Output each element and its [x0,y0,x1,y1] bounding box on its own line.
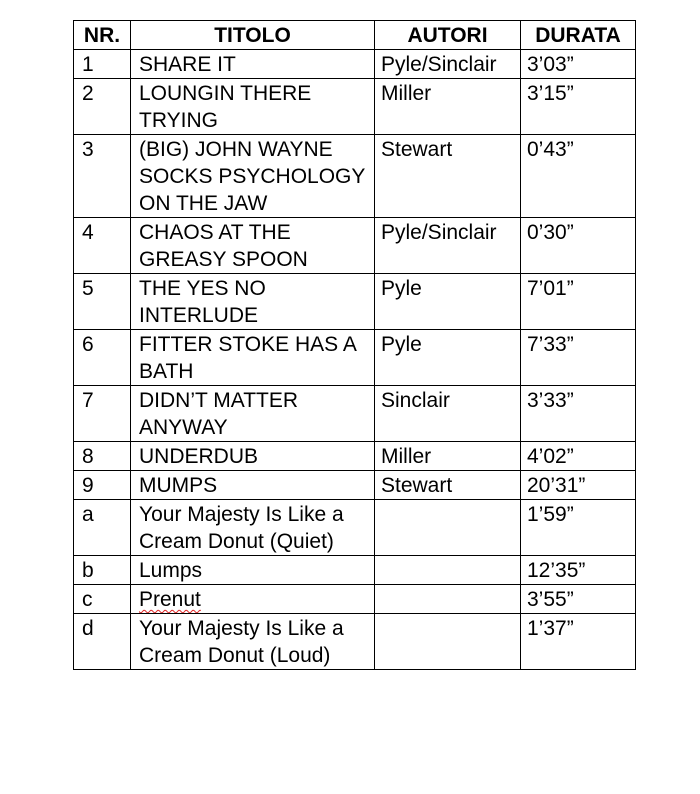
track-authors: Sinclair [375,386,521,442]
table-row [74,471,636,500]
table-row [74,614,636,670]
track-duration: 20’31” [521,471,636,500]
track-nr: 6 [74,330,131,386]
track-nr: b [74,556,131,585]
table-row [74,330,636,386]
track-title: SHARE IT [131,50,375,79]
track-title: DIDN’T MATTER ANYWAY [131,386,375,442]
track-authors: Stewart [375,471,521,500]
track-title: UNDERDUB [131,442,375,471]
track-duration: 12’35” [521,556,636,585]
header-row [74,21,636,50]
track-authors: Pyle/Sinclair [375,50,521,79]
track-nr: a [74,500,131,556]
track-title: (BIG) JOHN WAYNE SOCKS PSYCHOLOGY ON THE JAW [131,135,375,218]
track-nr: 3 [74,135,131,218]
track-duration: 1’59” [521,500,636,556]
track-nr: 7 [74,386,131,442]
track-duration: 3’55” [521,585,636,614]
tracklist-table [73,20,636,670]
table-row [74,442,636,471]
track-duration: 1’37” [521,614,636,670]
track-authors: Miller [375,442,521,471]
track-authors: Miller [375,79,521,135]
track-authors: Stewart [375,135,521,218]
track-title [131,585,375,614]
track-nr: 1 [74,50,131,79]
header-duration: DURATA [521,21,636,50]
track-title: Lumps [131,556,375,585]
track-authors [375,556,521,585]
track-authors [375,614,521,670]
track-nr: d [74,614,131,670]
table-row [74,218,636,274]
track-title: MUMPS [131,471,375,500]
header-authors: AUTORI [375,21,521,50]
track-title: THE YES NO INTERLUDE [131,274,375,330]
track-nr: 4 [74,218,131,274]
track-title: Your Majesty Is Like a Cream Donut (Loud) [131,614,375,670]
track-title: Your Majesty Is Like a Cream Donut (Quiet) [131,500,375,556]
table-row [74,556,636,585]
track-nr: 5 [74,274,131,330]
table-row [74,386,636,442]
track-nr: 2 [74,79,131,135]
track-duration: 0’30” [521,218,636,274]
track-authors [375,500,521,556]
track-title: LOUNGIN THERE TRYING [131,79,375,135]
track-authors: Pyle/Sinclair [375,218,521,274]
track-nr: 9 [74,471,131,500]
track-authors: Pyle [375,274,521,330]
track-duration: 0’43” [521,135,636,218]
table-row [74,585,636,614]
track-nr: c [74,585,131,614]
track-authors: Pyle [375,330,521,386]
table-row [74,500,636,556]
track-duration: 7’33” [521,330,636,386]
track-duration: 3’03” [521,50,636,79]
spellcheck-word: Prenut [139,588,201,611]
table-row [74,79,636,135]
track-duration: 3’33” [521,386,636,442]
track-duration: 4’02” [521,442,636,471]
track-authors [375,585,521,614]
header-nr: NR. [74,21,131,50]
track-duration: 3’15” [521,79,636,135]
table-row [74,274,636,330]
track-nr: 8 [74,442,131,471]
header-title: TITOLO [131,21,375,50]
track-title: CHAOS AT THE GREASY SPOON [131,218,375,274]
track-title: FITTER STOKE HAS A BATH [131,330,375,386]
table-row [74,135,636,218]
track-duration: 7’01” [521,274,636,330]
table-row [74,50,636,79]
